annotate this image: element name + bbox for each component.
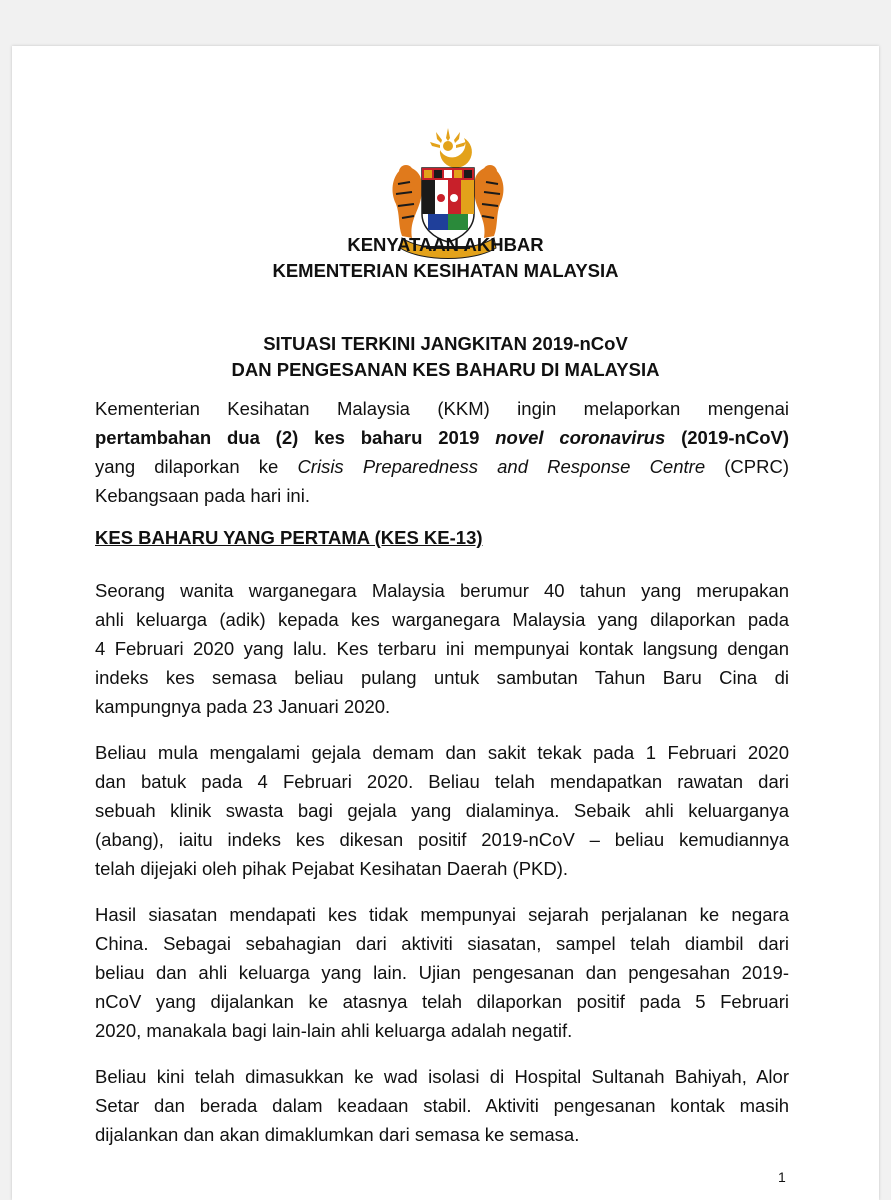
intro-paragraph [95, 394, 789, 510]
paragraph-line: sebuah klinik swasta bagi gejala yang dialaminya. Sebaik ahli keluarganya [95, 800, 789, 821]
paragraph-line: kampungnya pada 23 Januari 2020. [95, 696, 391, 717]
paragraph-line: nCoV yang dijalankan ke atasnya telah dilaporkan positif pada 5 Februari [95, 991, 789, 1012]
intro-bold-text: pertambahan dua (2) kes baharu 2019 [95, 427, 480, 448]
intro-bold-text: (2019-nCoV) [681, 427, 790, 448]
press-release-title [12, 232, 879, 284]
document-page [12, 46, 879, 1200]
paragraph-line: Seorang wanita warganegara Malaysia berumur 40 tahun yang merupakan [95, 580, 789, 601]
paragraph-line: Setar dan berada dalam keadaan stabil. Aktiviti pengesanan kontak masih [95, 1095, 789, 1116]
body-paragraph [95, 576, 789, 721]
press-release-line: KENYATAAN AKHBAR [347, 234, 544, 255]
ministry-name: KEMENTERIAN KESIHATAN MALAYSIA [272, 260, 619, 281]
body-paragraph [95, 900, 789, 1045]
section-heading: KES BAHARU YANG PERTAMA (KES KE-13) [95, 527, 483, 548]
paragraph-line: dijalankan dan akan dimaklumkan dari semasa ke semasa. [95, 1124, 580, 1145]
paragraph-line: China. Sebagai sebahagian dari aktiviti siasatan, sampel telah diambil dari [95, 933, 789, 954]
page-number: 1 [778, 1169, 786, 1185]
subject-line-2: DAN PENGESANAN KES BAHARU DI MALAYSIA [231, 359, 660, 380]
paragraph-line: 2020, manakala bagi lain-lain ahli keluarga adalah negatif. [95, 1020, 573, 1041]
intro-line: Kebangsaan pada hari ini. [95, 485, 310, 506]
intro-line [95, 423, 789, 452]
paragraph-line: beliau dan ahli keluarga yang lain. Ujian pengesanan dan pengesahan 2019- [95, 962, 789, 983]
intro-line [95, 452, 789, 481]
intro-line: Kementerian Kesihatan Malaysia (KKM) ingin melaporkan mengenai [95, 398, 789, 419]
subject-title [12, 331, 879, 383]
body-paragraph [95, 738, 789, 883]
paragraph-line: telah dijejaki oleh pihak Pejabat Kesihatan Daerah (PKD). [95, 858, 569, 879]
paragraph-line: ahli keluarga (adik) kepada kes warganegara Malaysia yang dilaporkan pada [95, 609, 789, 630]
paragraph-line: Beliau mula mengalami gejala demam dan sakit tekak pada 1 Februari 2020 [95, 742, 789, 763]
paragraph-line: (abang), iaitu indeks kes dikesan positif 2019-nCoV – beliau kemudiannya [95, 829, 789, 850]
paragraph-line: 4 Februari 2020 yang lalu. Kes terbaru ini mempunyai kontak langsung dengan [95, 638, 789, 659]
body-paragraph [95, 1062, 789, 1149]
intro-text: yang dilaporkan ke [95, 456, 279, 477]
paragraph-line: Beliau kini telah dimasukkan ke wad isolasi di Hospital Sultanah Bahiyah, Alor [95, 1066, 789, 1087]
intro-text: (CPRC) [724, 456, 789, 477]
paragraph-line: indeks kes semasa beliau pulang untuk sambutan Tahun Baru Cina di [95, 667, 789, 688]
paragraph-line: dan batuk pada 4 Februari 2020. Beliau telah mendapatkan rawatan dari [95, 771, 789, 792]
paragraph-line: Hasil siasatan mendapati kes tidak mempunyai sejarah perjalanan ke negara [95, 904, 789, 925]
intro-italic-text: Crisis Preparedness and Response Centre [297, 456, 706, 477]
intro-italic-text: novel coronavirus [495, 427, 666, 448]
subject-line-1: SITUASI TERKINI JANGKITAN 2019-nCoV [263, 333, 628, 354]
